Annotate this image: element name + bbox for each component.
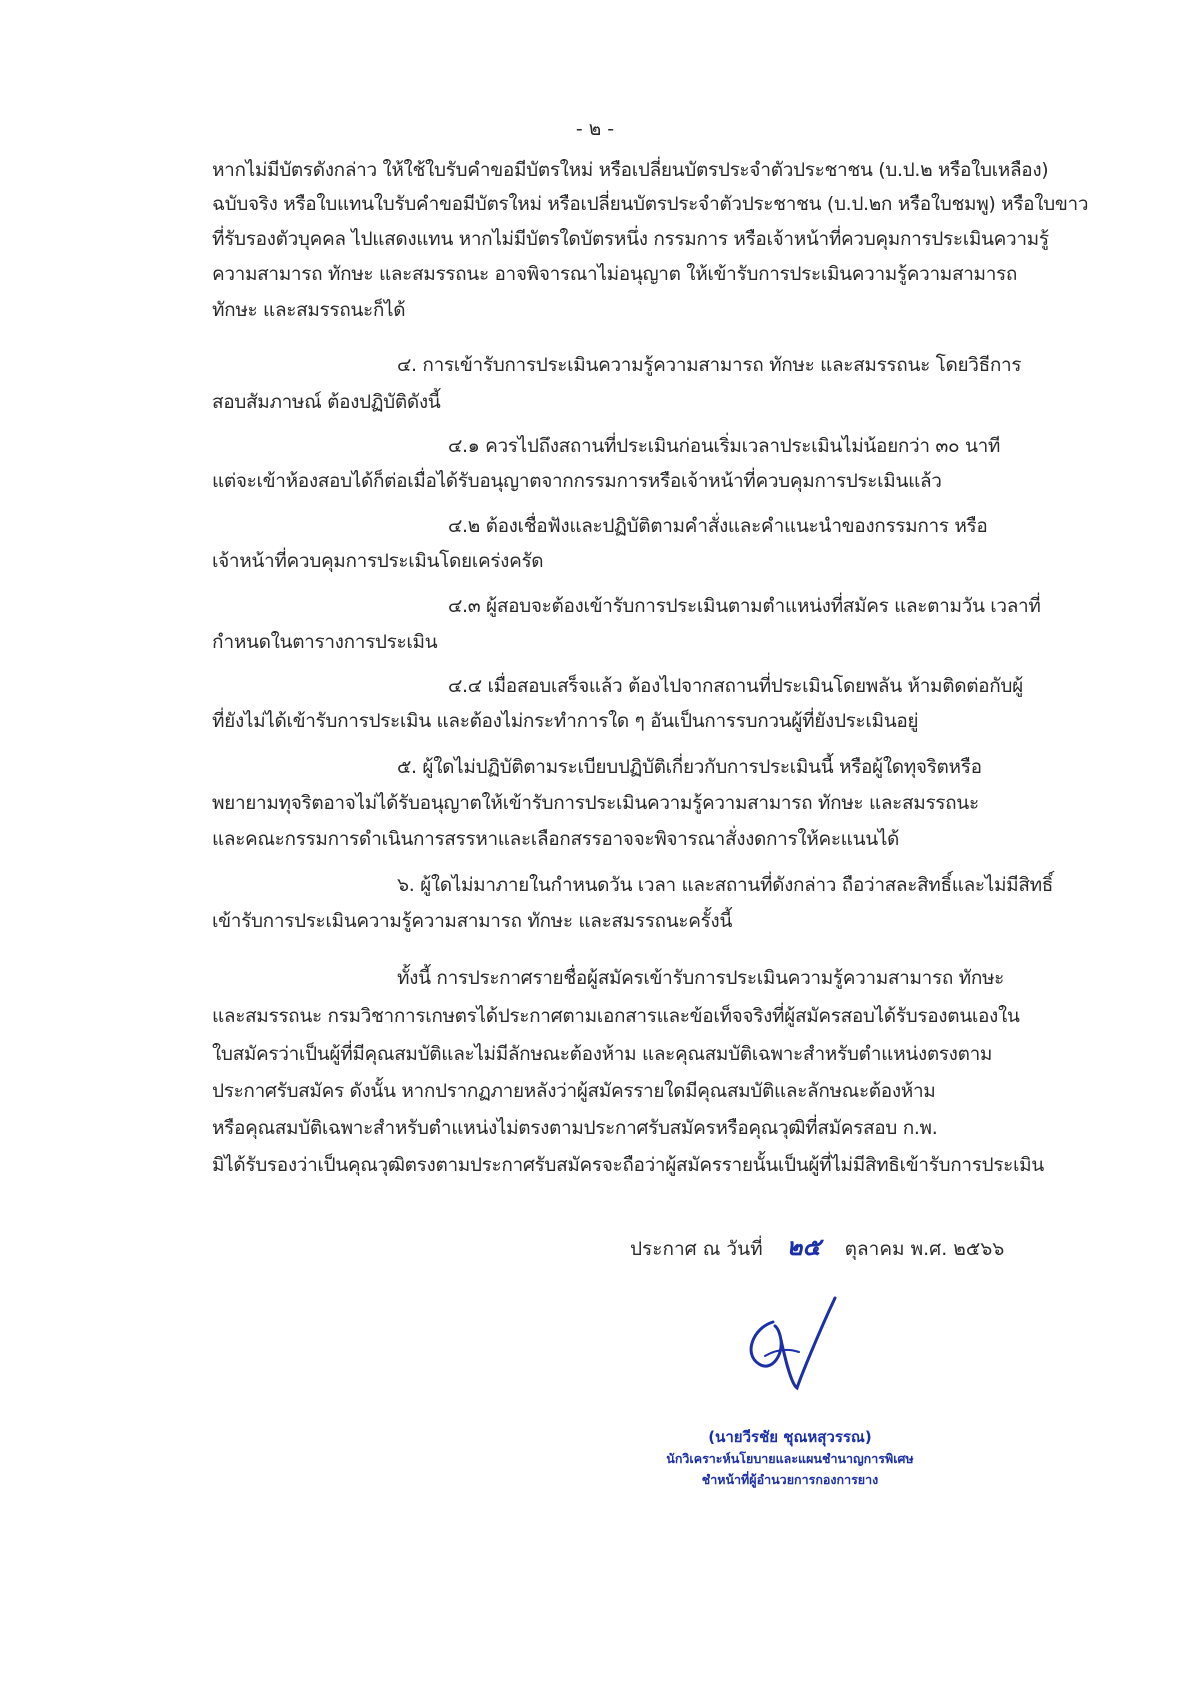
body-line: สอบสัมภาษณ์ ต้องปฏิบัติดังนี้: [212, 391, 441, 413]
body-line: เข้ารับการประเมินความรู้ความสามารถ ทักษะ และสมรรถนะครั้งนี้: [212, 910, 732, 932]
page-number: - ๒ -: [575, 118, 615, 140]
body-line: และสมรรถนะ กรมวิชาการเกษตรได้ประกาศตามเอกสารและข้อเท็จจริงที่ผู้สมัครสอบได้รับรองตนเองใน: [212, 1005, 1020, 1027]
body-line: หากไม่มีบัตรดังกล่าว ให้ใช้ใบรับคำขอมีบัตรใหม่ หรือเปลี่ยนบัตรประจำตัวประชาชน (บ.ป.๒ หรือใบเหลือง): [212, 159, 1049, 181]
signer-position: นักวิเคราะห์นโยบายและแผนชำนาญการพิเศษ: [666, 1451, 914, 1466]
body-line: กำหนดในตารางการประเมิน: [212, 631, 438, 653]
item-4-2: ๔.๒ ต้องเชื่อฟังและปฏิบัติตามคำสั่งและคำแนะนำของกรรมการ หรือ: [448, 515, 988, 537]
item-4-4: ๔.๔ เมื่อสอบเสร็จแล้ว ต้องไปจากสถานที่ประเมินโดยพลัน ห้ามติดต่อกับผู้: [448, 675, 1023, 697]
body-line: และคณะกรรมการดำเนินการสรรหาและเลือกสรรอาจจะพิจารณาสั่งงดการให้คะแนนได้: [212, 828, 900, 850]
date-suffix: ตุลาคม พ.ศ. ๒๕๖๖: [844, 1238, 1005, 1260]
body-line: พยายามทุจริตอาจไม่ได้รับอนุญาตให้เข้ารับการประเมินความรู้ความสามารถ ทักษะ และสมรรถนะ: [212, 792, 979, 814]
body-line: ที่รับรองตัวบุคคล ไปแสดงแทน หากไม่มีบัตรใดบัตรหนึ่ง กรรมการ หรือเจ้าหน้าที่ควบคุมการประเมินความรู้: [212, 228, 1049, 250]
closing-paragraph: ทั้งนี้ การประกาศรายชื่อผู้สมัครเข้ารับการประเมินความรู้ความสามารถ ทักษะ: [397, 967, 1005, 989]
body-line: ความสามารถ ทักษะ และสมรรถนะ อาจพิจารณาไม่อนุญาต ให้เข้ารับการประเมินความรู้ความสามารถ: [212, 263, 1018, 285]
body-line: ฉบับจริง หรือใบแทนใบรับคำขอมีบัตรใหม่ หรือเปลี่ยนบัตรประจำตัวประชาชน (บ.ป.๒ก หรือใบชมพู) หรือใบขาว: [212, 193, 1089, 215]
announcement-date: [630, 1227, 1004, 1266]
body-line: เจ้าหน้าที่ควบคุมการประเมินโดยเคร่งครัด: [212, 550, 544, 572]
body-line: หรือคุณสมบัติเฉพาะสำหรับตำแหน่งไม่ตรงตามประกาศรับสมัครหรือคุณวุฒิที่สมัครสอบ ก.พ.: [212, 1117, 938, 1139]
signature-mark: [735, 1292, 845, 1402]
item-4-1: ๔.๑ ควรไปถึงสถานที่ประเมินก่อนเริ่มเวลาประเมินไม่น้อยกว่า ๓๐ นาที: [448, 435, 1001, 457]
body-line: ใบสมัครว่าเป็นผู้ที่มีคุณสมบัติและไม่มีลักษณะต้องห้าม และคุณสมบัติเฉพาะสำหรับตำแหน่งตรงตาม: [212, 1043, 993, 1065]
body-line: มิได้รับรองว่าเป็นคุณวุฒิตรงตามประกาศรับสมัครจะถือว่าผู้สมัครรายนั้นเป็นผู้ที่ไม่มีสิทธิเข้ารับการประเมิน: [212, 1154, 1044, 1176]
signer-acting-title: ชำหน้าที่ผู้อำนวยการกองการยาง: [701, 1472, 879, 1487]
body-line: แต่จะเข้าห้องสอบได้ก็ต่อเมื่อได้รับอนุญาตจากกรรมการหรือเจ้าหน้าที่ควบคุมการประเมินแล้ว: [212, 470, 942, 492]
item-4-heading: ๔. การเข้ารับการประเมินความรู้ความสามารถ ทักษะ และสมรรถนะ โดยวิธีการ: [397, 354, 1022, 376]
body-line: ประกาศรับสมัคร ดังนั้น หากปรากฏภายหลังว่าผู้สมัครรายใดมีคุณสมบัติและลักษณะต้องห้าม: [212, 1080, 936, 1102]
item-4-3: ๔.๓ ผู้สอบจะต้องเข้ารับการประเมินตามตำแหน่งที่สมัคร และตามวัน เวลาที่: [448, 595, 1041, 617]
item-5: ๕. ผู้ใดไม่ปฏิบัติตามระเบียบปฏิบัติเกี่ยวกับการประเมินนี้ หรือผู้ใดทุจริตหรือ: [397, 756, 982, 778]
item-6: ๖. ผู้ใดไม่มาภายในกำหนดวัน เวลา และสถานที่ดังกล่าว ถือว่าสละสิทธิ์และไม่มีสิทธิ์: [397, 874, 1053, 896]
body-line: ทักษะ และสมรรถนะก็ได้: [212, 299, 406, 321]
signer-name: (นายวีรชัย ชุณหสุวรรณ): [708, 1428, 872, 1446]
date-day-handwritten: ๒๕: [786, 1233, 821, 1261]
body-line: ที่ยังไม่ได้เข้ารับการประเมิน และต้องไม่กระทำการใด ๆ อันเป็นการรบกวนผู้ที่ยังประเมินอยู่: [212, 710, 919, 732]
date-prefix: ประกาศ ณ วันที่: [630, 1238, 763, 1260]
